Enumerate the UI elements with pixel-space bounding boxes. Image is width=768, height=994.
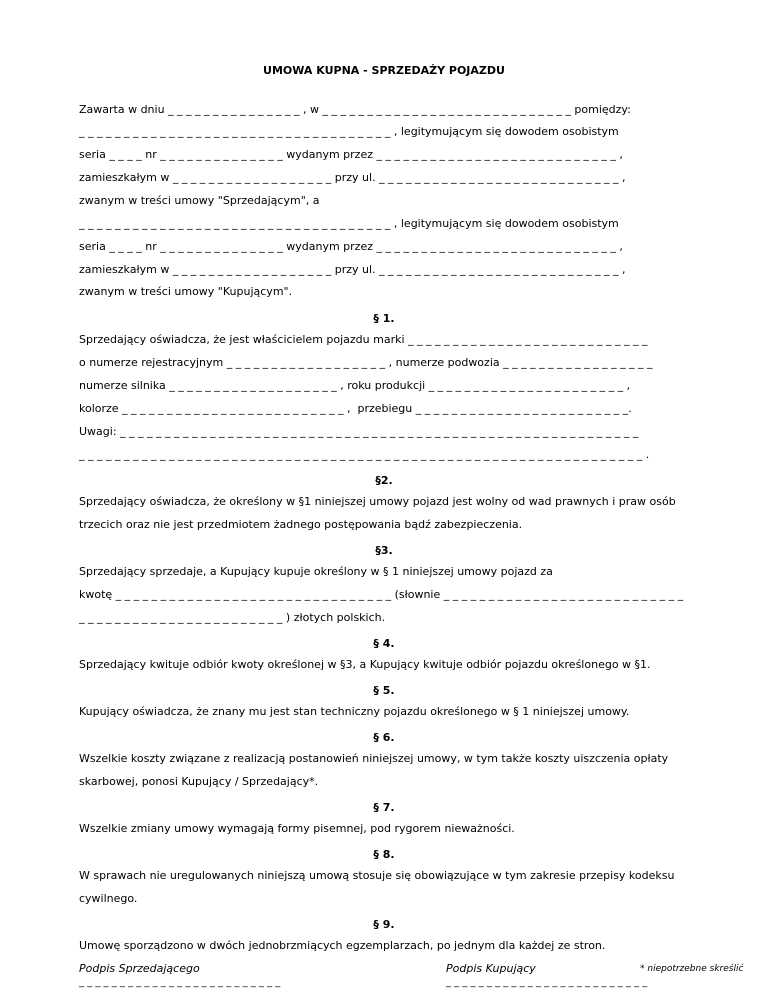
seller-signature-label: Podpis Sprzedającego — [79, 962, 200, 975]
intro-line: zwanym w treści umowy "Sprzedającym", a — [79, 194, 320, 207]
section-heading: § 5. — [373, 684, 395, 697]
section-line: Sprzedający sprzedaje, a Kupujący kupuje określony w § 1 niniejszej umowy pojazd za — [79, 565, 553, 578]
section-heading: § 1. — [373, 312, 395, 325]
section-heading: § 8. — [373, 848, 395, 861]
section-line: trzecich oraz nie jest przedmiotem żadnego postępowania bądź zabezpieczenia. — [79, 518, 523, 531]
section-line: _ _ _ _ _ _ _ _ _ _ _ _ _ _ _ _ _ _ _ _ _ _ _ ) złotych polskich. — [79, 611, 386, 624]
intro-line: _ _ _ _ _ _ _ _ _ _ _ _ _ _ _ _ _ _ _ _ _ _ _ _ _ _ _ _ _ _ _ _ _ _ _ , legitymującym się dowodem osobistym — [79, 217, 619, 230]
footnote: * niepotrzebne skreślić — [640, 964, 744, 974]
buyer-signature-line: _ _ _ _ _ _ _ _ _ _ _ _ _ _ _ _ _ _ _ _ _ _ _ _ _ — [446, 977, 648, 988]
section-line: Umowę sporządzono w dwóch jednobrzmiących egzemplarzach, po jednym dla każdej ze stron. — [79, 939, 606, 952]
intro-line: seria _ _ _ _ nr _ _ _ _ _ _ _ _ _ _ _ _ _ _ wydanym przez _ _ _ _ _ _ _ _ _ _ _ _ _ _ _ _ _ _ _ _ _ _ _ _ _ _ _ , — [79, 148, 623, 161]
section-line: _ _ _ _ _ _ _ _ _ _ _ _ _ _ _ _ _ _ _ _ _ _ _ _ _ _ _ _ _ _ _ _ _ _ _ _ _ _ _ _ _ _ _ _ _ _ _ _ _ _ _ _ _ _ _ _ _ _ _ _ _ _ _ . — [79, 448, 650, 461]
section-line: kwotę _ _ _ _ _ _ _ _ _ _ _ _ _ _ _ _ _ _ _ _ _ _ _ _ _ _ _ _ _ _ _ (słownie _ _ _ _ _ _ _ _ _ _ _ _ _ _ _ _ _ _ _ _ _ _ _ _ _ _ _ — [79, 588, 684, 601]
section-heading: § 9. — [373, 918, 395, 931]
section-line: Wszelkie koszty związane z realizacją postanowień niniejszej umowy, w tym także koszty uiszczenia opłaty — [79, 752, 669, 765]
intro-line: seria _ _ _ _ nr _ _ _ _ _ _ _ _ _ _ _ _ _ _ wydanym przez _ _ _ _ _ _ _ _ _ _ _ _ _ _ _ _ _ _ _ _ _ _ _ _ _ _ _ , — [79, 240, 623, 253]
section-line: Sprzedający oświadcza, że jest właścicielem pojazdu marki _ _ _ _ _ _ _ _ _ _ _ _ _ _ _ _ _ _ _ _ _ _ _ _ _ _ _ — [79, 333, 648, 346]
intro-line: zwanym w treści umowy "Kupującym". — [79, 285, 293, 298]
intro-line: Zawarta w dniu _ _ _ _ _ _ _ _ _ _ _ _ _ _ _ , w _ _ _ _ _ _ _ _ _ _ _ _ _ _ _ _ _ _ _ _ _ _ _ _ _ _ _ _ pomiędzy: — [79, 103, 631, 116]
section-heading: § 7. — [373, 801, 395, 814]
section-line: Kupujący oświadcza, że znany mu jest stan techniczny pojazdu określonego w § 1 niniejszej umowy. — [79, 705, 630, 718]
section-line: W sprawach nie uregulowanych niniejszą umową stosuje się obowiązujące w tym zakresie przepisy kodeksu — [79, 869, 675, 882]
intro-line: _ _ _ _ _ _ _ _ _ _ _ _ _ _ _ _ _ _ _ _ _ _ _ _ _ _ _ _ _ _ _ _ _ _ _ , legitymującym się dowodem osobistym — [79, 125, 619, 138]
document-title: UMOWA KUPNA - SPRZEDAŻY POJAZDU — [263, 64, 505, 77]
section-line: cywilnego. — [79, 892, 138, 905]
section-line: skarbowej, ponosi Kupujący / Sprzedający*. — [79, 775, 319, 788]
intro-line: zamieszkałym w _ _ _ _ _ _ _ _ _ _ _ _ _ _ _ _ _ _ przy ul. _ _ _ _ _ _ _ _ _ _ _ _ _ _ _ _ _ _ _ _ _ _ _ _ _ _ _ , — [79, 263, 626, 276]
seller-signature-line: _ _ _ _ _ _ _ _ _ _ _ _ _ _ _ _ _ _ _ _ _ _ _ _ _ — [79, 977, 281, 988]
section-line: numerze silnika _ _ _ _ _ _ _ _ _ _ _ _ _ _ _ _ _ _ _ , roku produkcji _ _ _ _ _ _ _ _ _ _ _ _ _ _ _ _ _ _ _ _ _ _ , — [79, 379, 631, 392]
section-heading: §2. — [375, 474, 393, 487]
section-line: Sprzedający kwituje odbiór kwoty określonej w §3, a Kupujący kwituje odbiór pojazdu określonego w §1. — [79, 658, 651, 671]
section-line: Uwagi: _ _ _ _ _ _ _ _ _ _ _ _ _ _ _ _ _ _ _ _ _ _ _ _ _ _ _ _ _ _ _ _ _ _ _ _ _ _ _ _ _ _ _ _ _ _ _ _ _ _ _ _ _ _ _ _ _ _ — [79, 425, 639, 438]
section-heading: § 4. — [373, 637, 395, 650]
intro-line: zamieszkałym w _ _ _ _ _ _ _ _ _ _ _ _ _ _ _ _ _ _ przy ul. _ _ _ _ _ _ _ _ _ _ _ _ _ _ _ _ _ _ _ _ _ _ _ _ _ _ _ , — [79, 171, 626, 184]
section-line: Wszelkie zmiany umowy wymagają formy pisemnej, pod rygorem nieważności. — [79, 822, 515, 835]
buyer-signature-label: Podpis Kupujący — [446, 962, 536, 975]
section-line: Sprzedający oświadcza, że określony w §1 niniejszej umowy pojazd jest wolny od wad prawnych i praw osób — [79, 495, 676, 508]
section-heading: § 6. — [373, 731, 395, 744]
section-heading: §3. — [375, 544, 393, 557]
section-line: kolorze _ _ _ _ _ _ _ _ _ _ _ _ _ _ _ _ _ _ _ _ _ _ _ _ _ , przebiegu _ _ _ _ _ _ _ _ _ _ _ _ _ _ _ _ _ _ _ _ _ _ _ _. — [79, 402, 632, 415]
section-line: o numerze rejestracyjnym _ _ _ _ _ _ _ _ _ _ _ _ _ _ _ _ _ _ , numerze podwozia _ _ _ _ _ _ _ _ _ _ _ _ _ _ _ _ _ — [79, 356, 653, 369]
